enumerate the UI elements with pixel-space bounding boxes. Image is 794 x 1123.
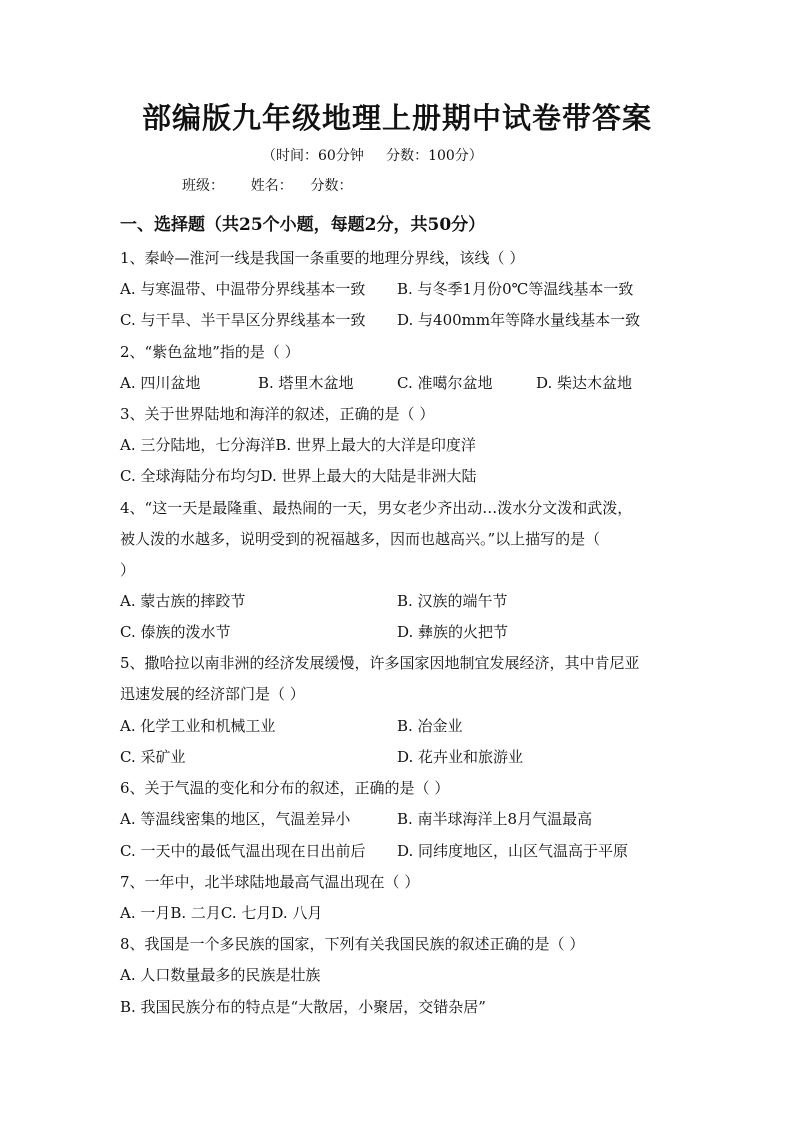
class-name-score-line: 班级： 姓名： 分数： (182, 178, 353, 194)
exam-time-score: （时间：60分钟 分数：100分） (262, 148, 483, 164)
option-6c: C. 一天中的最低气温出现在日出前后 (120, 842, 366, 860)
question-5-line-2: 迅速发展的经济部门是（ ） (120, 685, 305, 703)
option-4c: C. 傣族的泼水节 (120, 623, 231, 641)
option-3ab: A. 三分陆地，七分海洋B. 世界上最大的大洋是印度洋 (120, 436, 476, 454)
option-4b: B. 汉族的端午节 (397, 592, 508, 610)
option-4d: D. 彝族的火把节 (397, 623, 509, 641)
option-8a: A. 人口数量最多的民族是壮族 (120, 966, 321, 984)
option-5a: A. 化学工业和机械工业 (120, 717, 276, 735)
option-2d: D. 柴达木盆地 (536, 374, 633, 392)
question-4-line-2: 被人泼的水越多，说明受到的祝福越多，因而也越高兴。”以上描写的是（ (120, 530, 601, 548)
option-2b: B. 塔里木盆地 (258, 374, 354, 392)
option-4a: A. 蒙古族的摔跤节 (120, 592, 246, 610)
option-1b: B. 与冬季1月份0℃等温线基本一致 (397, 280, 634, 298)
question-5-line-1: 5、撒哈拉以南非洲的经济发展缓慢，许多国家因地制宜发展经济，其中肯尼亚 (120, 654, 640, 672)
question-3: 3、关于世界陆地和海洋的叙述，正确的是（ ） (120, 405, 435, 423)
option-8b: B. 我国民族分布的特点是“大散居，小聚居，交错杂居” (120, 998, 486, 1016)
question-6: 6、关于气温的变化和分布的叙述，正确的是（ ） (120, 779, 450, 797)
option-5c: C. 采矿业 (120, 748, 186, 766)
option-7-all: A. 一月B. 二月C. 七月D. 八月 (120, 904, 323, 922)
option-1c: C. 与干旱、半干旱区分界线基本一致 (120, 311, 366, 329)
question-8: 8、我国是一个多民族的国家，下列有关我国民族的叙述正确的是（ ） (120, 935, 585, 953)
section-heading: 一、选择题（共25个小题，每题2分，共50分） (120, 215, 486, 235)
question-7: 7、一年中，北半球陆地最高气温出现在（ ） (120, 873, 420, 891)
option-6b: B. 南半球海洋上8月气温最高 (397, 810, 593, 828)
page-title: 部编版九年级地理上册期中试卷带答案 (141, 101, 652, 135)
option-2c: C. 准噶尔盆地 (397, 374, 493, 392)
question-4-line-3: ） (120, 561, 136, 579)
question-1: 1、秦岭—淮河一线是我国一条重要的地理分界线，该线（ ） (120, 249, 525, 267)
option-3cd: C. 全球海陆分布均匀D. 世界上最大的大陆是非洲大陆 (120, 467, 477, 485)
option-1d: D. 与400mm年等降水量线基本一致 (397, 311, 641, 329)
option-6a: A. 等温线密集的地区，气温差异小 (120, 810, 351, 828)
question-2: 2、“紫色盆地”指的是（ ） (120, 343, 300, 361)
option-5b: B. 冶金业 (397, 717, 463, 735)
option-2a: A. 四川盆地 (120, 374, 201, 392)
option-5d: D. 花卉业和旅游业 (397, 748, 524, 766)
option-6d: D. 同纬度地区，山区气温高于平原 (397, 842, 629, 860)
question-4-line-1: 4、“这一天是最隆重、最热闹的一天，男女老少齐出动…泼水分文泼和武泼， (120, 499, 633, 517)
option-1a: A. 与寒温带、中温带分界线基本一致 (120, 280, 366, 298)
